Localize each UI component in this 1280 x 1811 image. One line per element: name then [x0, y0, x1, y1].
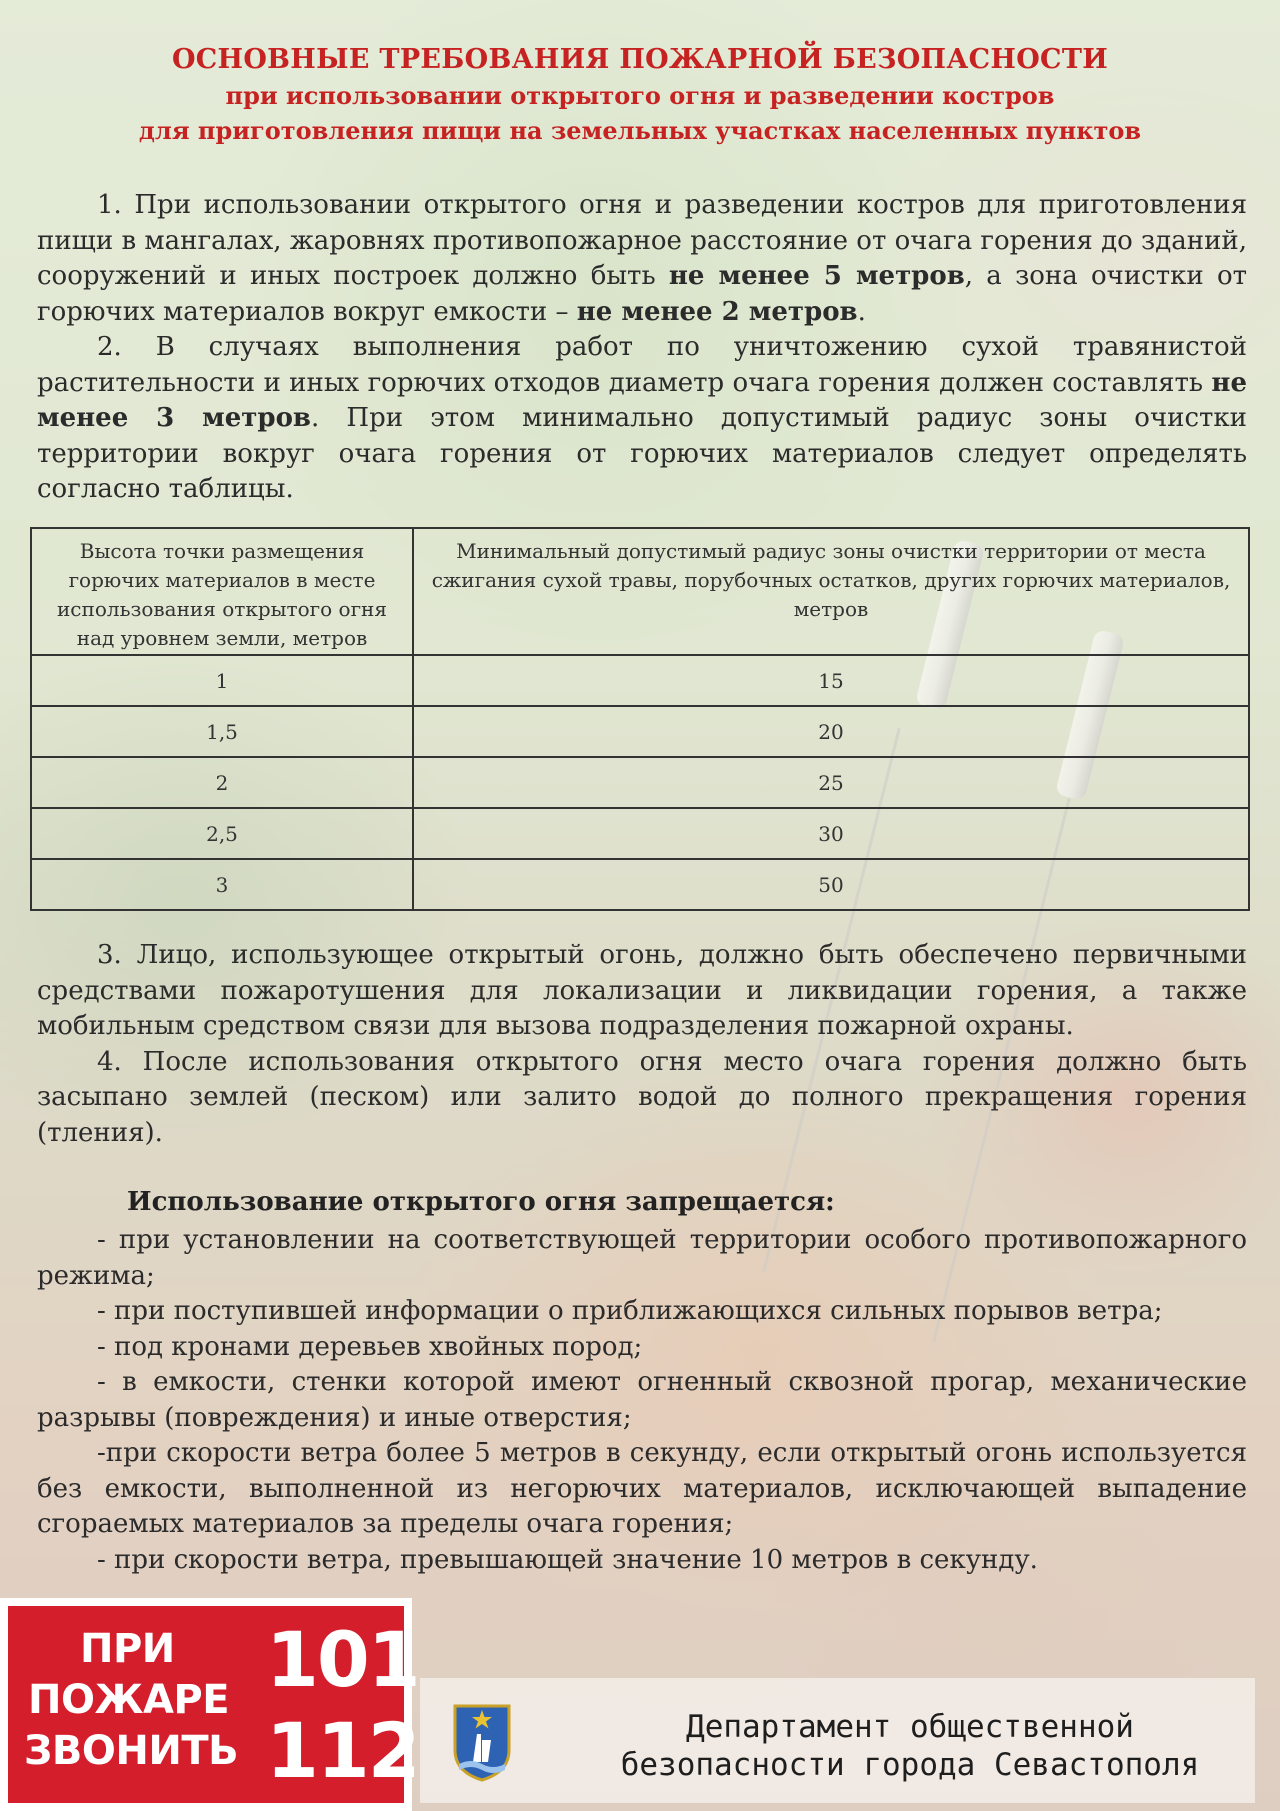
emergency-number-101: 101: [266, 1615, 419, 1704]
table-row: 1 15: [31, 655, 1249, 706]
table-row: 3 50: [31, 859, 1249, 910]
department-line-2: безопасности города Севастополя: [620, 1747, 1200, 1783]
table-header-radius: Минимальный допустимый радиус зоны очистки территории от места сжигания сухой травы, порубочных остатков, других горючих материалов, метров: [413, 528, 1249, 655]
page-title: ОСНОВНЫЕ ТРЕБОВАНИЯ ПОЖАРНОЙ БЕЗОПАСНОСТИ: [171, 44, 1109, 75]
table-row: 1,5 20: [31, 706, 1249, 757]
list-item: - под кронами деревьев хвойных пород;: [97, 1331, 643, 1362]
list-item: - при поступившей информации о приближающихся сильных порывов ветра;: [97, 1296, 1163, 1326]
department-name: [570, 1708, 1250, 1784]
emergency-number-112: 112: [266, 1706, 419, 1795]
emergency-badge: [0, 1598, 419, 1811]
department-footer: [420, 1678, 1255, 1803]
emergency-word-1: ПРИ: [80, 1626, 175, 1672]
list-item: -при скорости ветра более 5 метров в секунду, если открытый огонь используется без емкости, выполненной из негорючих материалов, исключающей выпадение сгораемых материалов за пределы очага горения;: [37, 1438, 1247, 1539]
emergency-word-3: ЗВОНИТЬ: [24, 1728, 239, 1774]
rule-4: 4. После использования открытого огня место очага горения должно быть засыпано землей (песком) или залито водой до полного прекращения горения (тления).: [37, 1046, 1247, 1148]
clearance-table: [30, 527, 1250, 911]
rule-3: 3. Лицо, использующее открытый огонь, должно быть обеспечено первичными средствами пожаротушения для локализации и ликвидации горения, а также мобильным средством связи для вызова подразделения пожарной охраны.: [37, 940, 1247, 1041]
table-header-row: [31, 528, 1249, 655]
page-subtitle-2: для приготовления пищи на земельных участках населенных пунктов: [138, 116, 1142, 145]
list-item: - при установлении на соответствующей территории особого противопожарного режима;: [37, 1225, 1247, 1291]
forbidden-heading: Использование открытого огня запрещается:: [127, 1187, 835, 1217]
emergency-badge-panel: [8, 1606, 419, 1803]
page-subtitle-1: при использовании открытого огня и разведении костров: [225, 81, 1055, 110]
table-row: 2 25: [31, 757, 1249, 808]
rule-1: 1. При использовании открытого огня и разведении костров для приготовления пищи в мангалах, жаровнях противопожарное расстояние от очага горения до зданий, сооружений и иных построек должно быть не менее 5 метров, а зона очистки от горючих материалов вокруг емкости – не менее 2 метров.: [37, 190, 1247, 327]
list-item: - в емкости, стенки которой имеют огненный сквозной прогар, механические разрывы (повреждения) и иные отверстия;: [37, 1367, 1247, 1433]
rule-2: 2. В случаях выполнения работ по уничтожению сухой травянистой растительности и иных горючих отходов диаметр очага горения должен составлять не менее 3 метров. При этом минимально допустимый радиус зоны очистки территории вокруг очага горения от горючих материалов следует определять согласно таблицы.: [37, 332, 1247, 504]
emergency-word-2: ПОЖАРЕ: [28, 1677, 230, 1723]
forbidden-list: [37, 1223, 1247, 1578]
page-title-block: [0, 44, 1280, 145]
table-header-height: Высота точки размещения горючих материалов в месте использования открытого огня над уровнем земли, метров: [31, 528, 413, 655]
rules-block-bottom: [37, 938, 1247, 1151]
department-line-1: Департамент общественной: [686, 1709, 1134, 1745]
table-row: 2,5 30: [31, 808, 1249, 859]
list-item: - при скорости ветра, превышающей значение 10 метров в секунду.: [97, 1544, 1038, 1575]
sevastopol-crest-icon: [451, 1700, 513, 1782]
rules-block-top: [37, 188, 1247, 508]
